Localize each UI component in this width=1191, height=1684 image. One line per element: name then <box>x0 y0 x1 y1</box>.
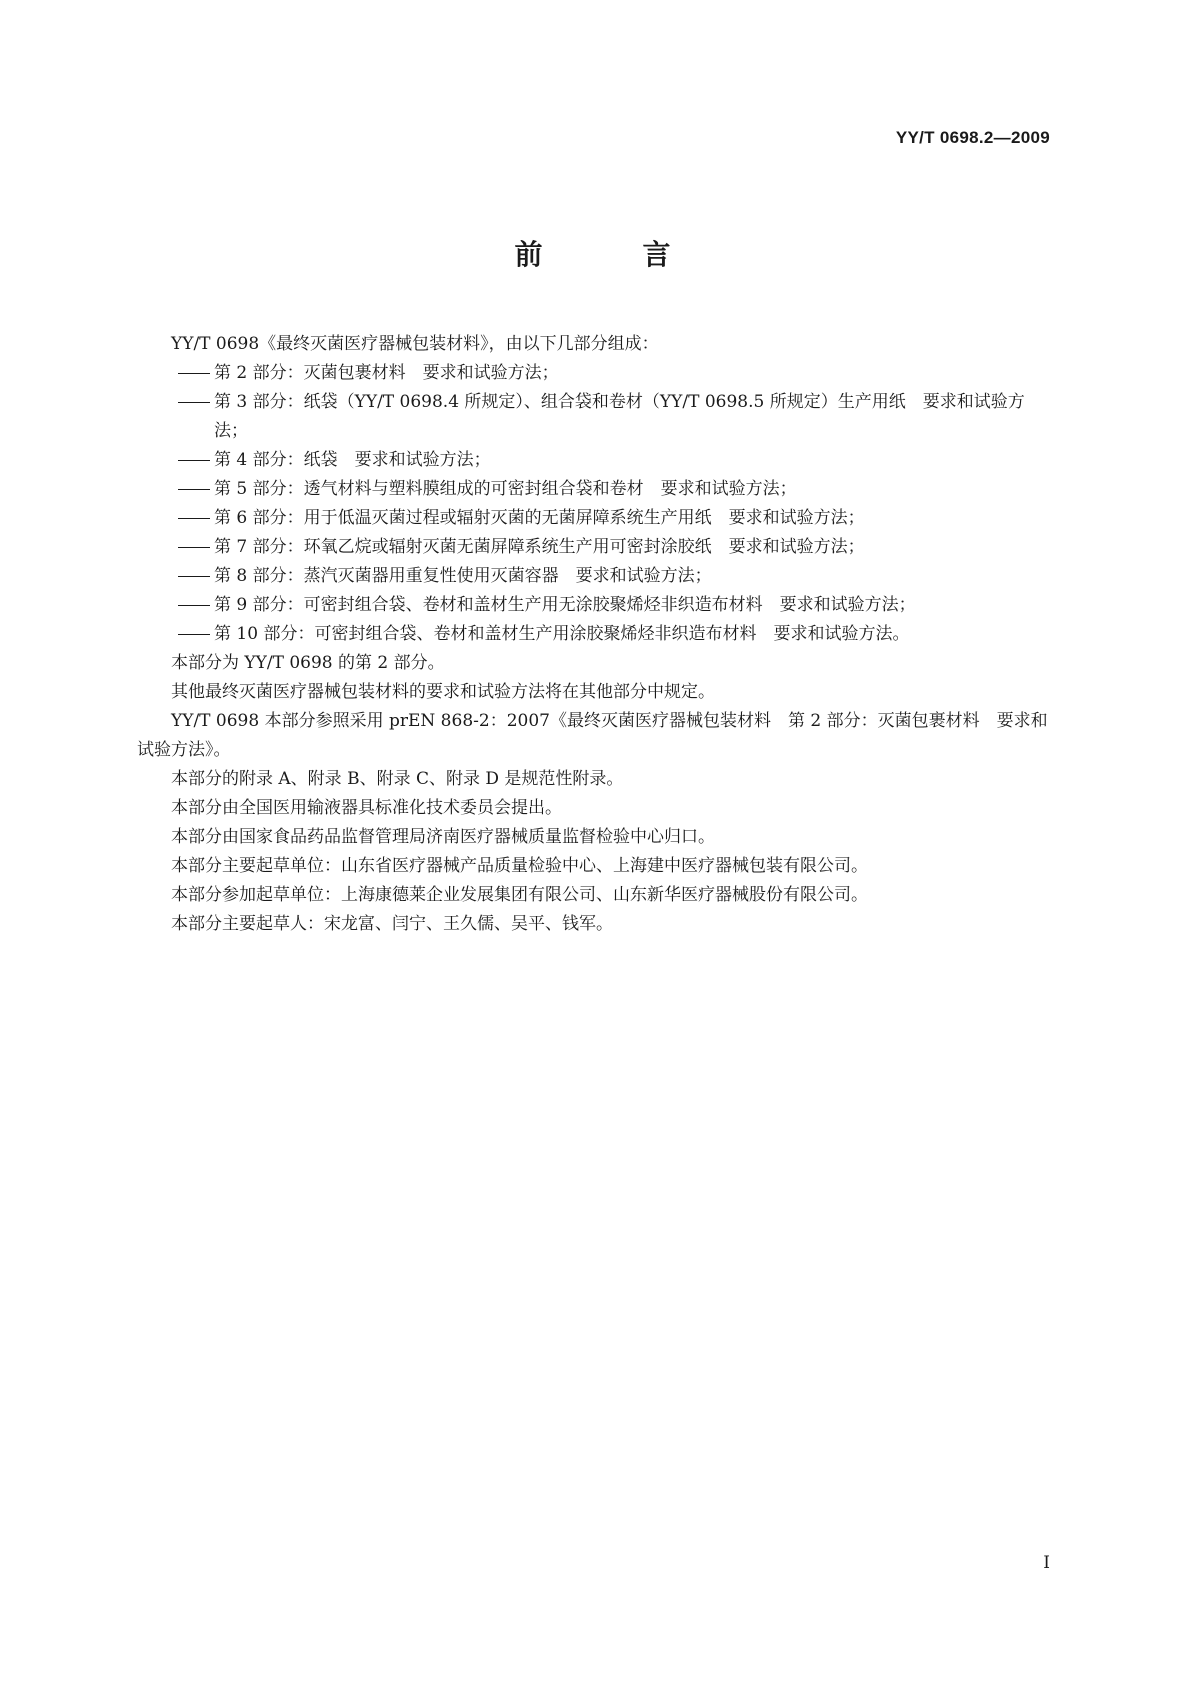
list-item-text: 第 10 部分：可密封组合袋、卷材和盖材生产用涂胶聚烯烃非织造布材料 要求和试验方法。 <box>214 624 910 644</box>
paragraph-annexes: 本部分的附录 A、附录 B、附录 C、附录 D 是规范性附录。 <box>171 769 624 789</box>
dash-marker <box>178 475 214 504</box>
paragraph-reference-standard: YY/T 0698 本部分参照采用 prEN 868-2：2007《最终灭菌医疗器械包装材料 第 2 部分：灭菌包裹材料 要求和试验方法》。 <box>137 711 1048 760</box>
foreword-body <box>137 330 1057 939</box>
list-item-text: 第 5 部分：透气材料与塑料膜组成的可密封组合袋和卷材 要求和试验方法； <box>214 479 797 499</box>
page-number: I <box>1043 1553 1050 1573</box>
list-item-text: 第 3 部分：纸袋（YY/T 0698.4 所规定）、组合袋和卷材（YY/T 0698.5 所规定）生产用纸 要求和试验方法； <box>214 392 1025 441</box>
paragraph-main-drafting-units: 本部分主要起草单位：山东省医疗器械产品质量检验中心、上海建中医疗器械包装有限公司。 <box>171 856 868 876</box>
dash-marker <box>178 562 214 591</box>
paragraph-part-designation: 本部分为 YY/T 0698 的第 2 部分。 <box>171 653 445 673</box>
list-item-text: 第 7 部分：环氧乙烷或辐射灭菌无菌屏障系统生产用可密封涂胶纸 要求和试验方法； <box>214 537 865 557</box>
dash-marker <box>178 504 214 533</box>
page-title: 前 言 <box>514 238 707 271</box>
list-item <box>137 388 1057 446</box>
list-item-text: 第 4 部分：纸袋 要求和试验方法； <box>214 450 491 470</box>
parts-list <box>137 359 1057 649</box>
standard-code: YY/T 0698.2—2009 <box>895 128 1050 147</box>
paragraph-proposed-by: 本部分由全国医用输液器具标准化技术委员会提出。 <box>171 798 562 818</box>
list-item <box>137 562 1057 591</box>
dash-marker <box>178 620 214 649</box>
list-item <box>137 446 1057 475</box>
paragraph-main-drafters: 本部分主要起草人：宋龙富、闫宁、王久儒、吴平、钱军。 <box>171 914 613 934</box>
dash-marker <box>178 359 214 388</box>
dash-marker <box>178 446 214 475</box>
intro-paragraph: YY/T 0698《最终灭菌医疗器械包装材料》，由以下几部分组成： <box>171 334 659 354</box>
dash-marker <box>178 388 214 417</box>
dash-marker <box>178 591 214 620</box>
list-item <box>137 359 1057 388</box>
paragraph-other-parts: 其他最终灭菌医疗器械包装材料的要求和试验方法将在其他部分中规定。 <box>171 682 715 702</box>
list-item <box>137 591 1057 620</box>
list-item-text: 第 6 部分：用于低温灭菌过程或辐射灭菌的无菌屏障系统生产用纸 要求和试验方法； <box>214 508 865 528</box>
list-item-text: 第 9 部分：可密封组合袋、卷材和盖材生产用无涂胶聚烯烃非织造布材料 要求和试验方法； <box>214 595 916 615</box>
paragraph-participating-units: 本部分参加起草单位：上海康德莱企业发展集团有限公司、山东新华医疗器械股份有限公司。 <box>171 885 868 905</box>
list-item <box>137 475 1057 504</box>
list-item <box>137 533 1057 562</box>
list-item-text: 第 2 部分：灭菌包裹材料 要求和试验方法； <box>214 363 559 383</box>
list-item <box>137 620 1057 649</box>
dash-marker <box>178 533 214 562</box>
list-item-text: 第 8 部分：蒸汽灭菌器用重复性使用灭菌容器 要求和试验方法； <box>214 566 712 586</box>
list-item <box>137 504 1057 533</box>
paragraph-centralized-by: 本部分由国家食品药品监督管理局济南医疗器械质量监督检验中心归口。 <box>171 827 715 847</box>
